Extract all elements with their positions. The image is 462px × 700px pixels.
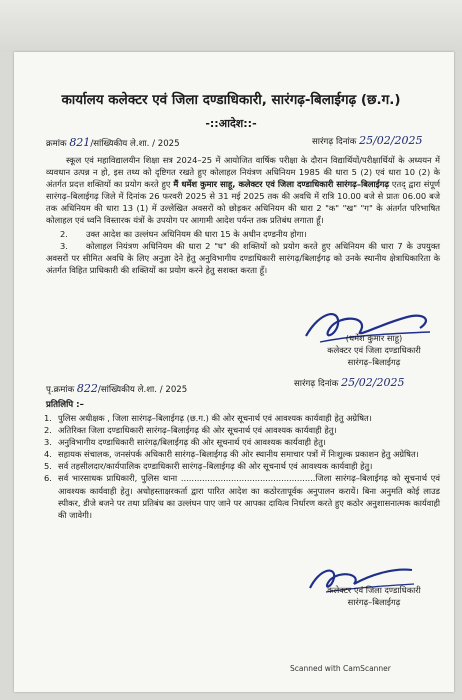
scan-background [0,0,462,52]
intro-text: स्कूल एवं महाविद्यालयीन शिक्षा सत्र 2024–25 में आयोजित वार्षिक परीक्षा के दौरान विद्यार्थियों/परीक्षार्थियों के अध्ययन में व्यवधान उत्पन्न न हो, इस तथ्य को दृष्टिगत रखते हुए कोलाहल नियंत्रण अधिनियम 1985 की धारा 5 (2) एवं धारा 10 (2) के अंतर्गत प्रदत्त शक्तियों का प्रयोग करते हुए [46,155,440,190]
signature-2 [300,584,448,608]
signer-designation: कलेक्टर एवं जिला दण्डाधिकारी [327,345,421,355]
signer-2-place: सारंगढ़–बिलाईगढ़ [347,597,401,607]
order-number-line [46,136,180,149]
signature-1 [300,332,448,368]
list-item: 4. सहायक संचालक, जनसंपर्क अधिकारी सारंगढ़–बिलाईगढ़ की ओर स्थानीय समाचार पत्रों में निःशुल्क प्रकाशन हेतु अग्रेषित। [44,449,419,460]
list-item: 3. अनुविभागीय दण्डाधिकारी सारंगढ़/बिलाईगढ़ की ओर सूचनार्थ एवं आवश्यक कार्यवाही हेतु। [44,437,326,448]
order-prefix: क्रमांक [46,139,67,149]
list-item: 5. सर्व तहसीलदार/कार्यपालिक दण्डाधिकारी सारंगढ़–बिलाईगढ़ की ओर सूचनार्थ एवं आवश्यक कार्यवाही हेतु। [44,461,373,472]
copy-list [44,412,440,521]
order-date: 25/02/2025 [359,134,423,147]
endorsement-date-line [294,376,404,389]
signer-2-designation: कलेक्टर एवं जिला दण्डाधिकारी [327,585,421,595]
endorsement-date: 25/02/2025 [341,376,405,389]
list-item: 1. पुलिस अधीक्षक , जिला सारंगढ़–बिलाईगढ़ (छ.ग.) की ओर सूचनार्थ एवं आवश्यक कार्यवाही हेतु अग्रेषित। [44,413,372,423]
officer-name: मैं धर्मेश कुमार साहू, कलेक्टर एवं जिला दण्डाधिकारी सारंगढ़–बिलाईगढ़ [173,179,390,190]
office-title: कार्यालय कलेक्टर एवं जिला दण्डाधिकारी, सारंगढ़-बिलाईगढ़ (छ.ग.) [61,92,401,108]
list-item: 2. अतिरिक्त जिला दण्डाधिकारी सारंगढ़–बिलाईगढ़ की ओर सूचनार्थ एवं आवश्यक कार्यवाही हेतु। [44,425,337,436]
scanner-watermark: Scanned with CamScanner [290,664,391,673]
endorsement-number-line [46,382,187,395]
copy-label: प्रतिलिपि :– [46,400,84,410]
endorsement-number: 822 [76,382,98,395]
order-date-line [312,134,422,147]
signer-name: (धर्मेश कुमार साहू) [345,333,403,343]
endorsement-date-label: सारंगढ़ दिनांक [294,379,339,389]
order-number: 821 [69,136,91,149]
endorsement-prefix: पृ.क्रमांक [46,385,75,395]
point-3: 3. कोलाहल नियंत्रण अधिनियम की धारा 2 "घ" की शक्तियों को प्रयोग करते हुए अधिनियम की धारा 7 के उपयुक्त अवसरों पर सीमित अवधि के लिए अनुज्ञा देने हेतु अनुविभागीय दण्डाधिकारी सारंगढ़/बिलाईगढ़ को उनके स्थानीय क्षेत्राधिकारिता के अंतर्गत विहित प्राधिकारी की शक्तियों का प्रयोग करने हेतु सशक्त करता हूँ। [46,240,440,275]
order-date-label: सारंगढ़ दिनांक [312,137,357,147]
intro-rest: एतद् द्वारा संपूर्ण सारंगढ़–बिलाईगढ़ जिले में दिनांक 26 फरवरी 2025 से 31 मई 2025 तक की अवधि में रात्रि 10.00 बजे से प्रातः 06.00 बजे तक अधिनियम की धारा 13 (1) में उल्लेखित अवसरों को छोड़कर अधिनियम की धारा 2 "क" "ख" "ग" के अंतर्गत परिभाषित कोलाहल एवं ध्वनि विस्तारक यंत्रों के उपयोग पर आगामी आदेश पर्यन्त तक प्रतिबंध लगाता हूँ। [46,179,441,226]
list-item: 6. सर्व भारसाधक प्राधिकारी, पुलिस थाना ...................................................जिला सारंगढ़–बिलाईगढ़ को सूचनार्थ एवं आवश्यक कार्यवाही हेतु। अधोहस्ताक्षरकर्ता द्वारा पारित आदेश का कठोरतापूर्वक अनुपालन करायें। बिना अनुमति कोई लाउड स्पीकर, डीजे बजने पर तथा प्रतिबंध का उल्लंघन पाए जाने पर आपका दायित्व निर्धारण करते हुए कठोर अनुशासनात्मक कार्यवाही की जावेगी। [44,473,440,520]
signer-place: सारंगढ़–बिलाईगढ़ [347,357,401,367]
order-title: -::आदेश::- [205,117,257,130]
endorsement-suffix: /सांख्यिकीय ले.शा. / 2025 [97,385,188,395]
order-body [46,154,440,276]
order-suffix: /सांख्यिकीय ले.शा. / 2025 [90,139,180,149]
point-2: 2. उक्त आदेश का उल्लंघन अधिनियम की धारा 15 के अधीन दण्डनीय होगा। [60,228,307,239]
